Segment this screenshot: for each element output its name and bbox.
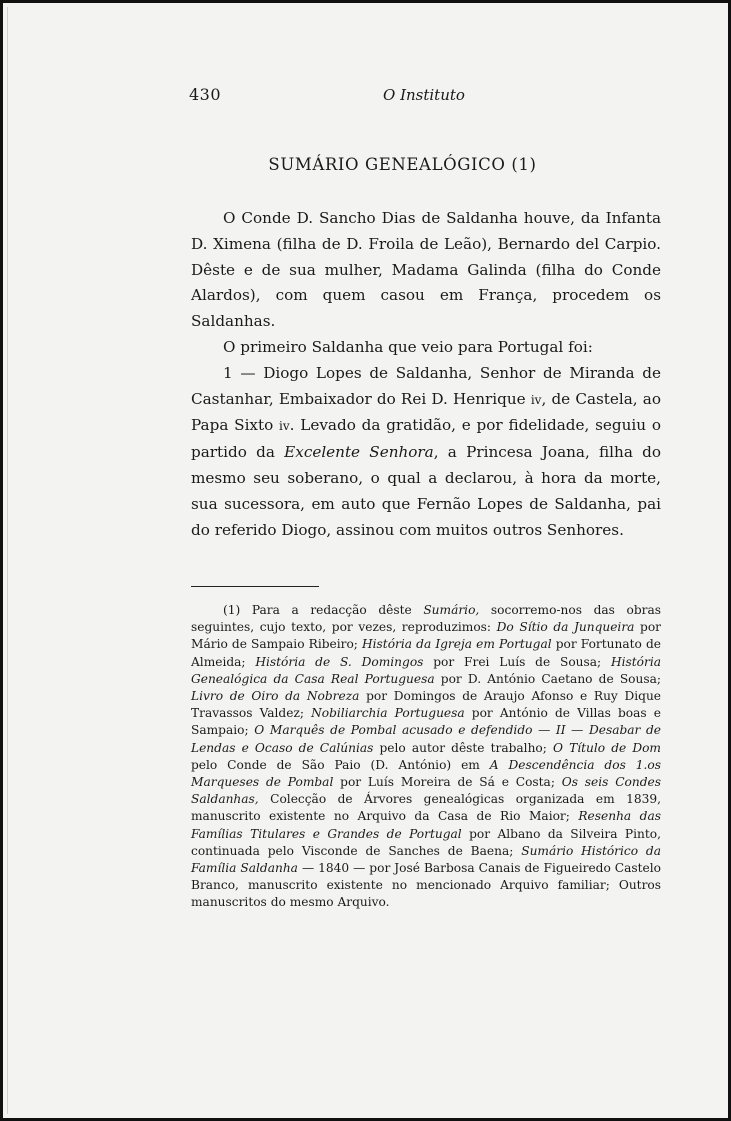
text-run: , de Castela, ao Papa Sixto bbox=[191, 389, 661, 435]
paragraph-first-saldanha: O primeiro Saldanha que veio para Portugal foi: bbox=[223, 337, 593, 356]
section-title bbox=[3, 155, 731, 174]
footnote bbox=[191, 602, 661, 912]
footnote-work-title: A Descendência dos 1.os Marqueses de Pombal bbox=[191, 757, 661, 790]
title-footnote-marker: (1) bbox=[511, 155, 537, 174]
footnote-text: Colecção de Árvores genealógicas organizada em 1839, manuscrito existente no Arquivo da Casa de Rio Maior; bbox=[191, 792, 661, 824]
footnote-text: socorremo-nos das obras seguintes, cujo texto, por vezes, reproduzimos: bbox=[191, 603, 661, 635]
page-number: 430 bbox=[189, 85, 222, 104]
section-title-text: SUMÁRIO GENEALÓGICO bbox=[268, 155, 506, 174]
text-run: , a Princesa Joana, filha do mesmo seu soberano, o qual a declarou, à hora da morte, sua sucessora, em auto que Fernão Lopes de Saldanha, pai do referido Diogo, assinou com muitos outros Senhores. bbox=[191, 443, 662, 539]
footnote-text: pelo Conde de São Paio (D. António) em bbox=[191, 757, 490, 772]
footnote-work-title: História de S. Domingos bbox=[255, 654, 424, 669]
footnote-text: — 1840 — por José Barbosa Canais de Figueiredo Castelo Branco, manuscrito existente no mencionado Arquivo familiar; Outros manuscritos do mesmo Arquivo. bbox=[191, 861, 661, 910]
footnote-work-title: Os seis Condes Saldanhas, bbox=[191, 775, 661, 807]
running-title: O Instituto bbox=[383, 86, 465, 104]
footnote-work-title: Sumário, bbox=[423, 603, 480, 617]
footnote-text: por Fortunato de Almeida; bbox=[191, 637, 661, 669]
text-run: 1 — Diogo Lopes de Saldanha, Senhor de Miranda de Castanhar, Embaixador do Rei D. Henrique bbox=[191, 363, 661, 408]
roman-numeral: iv bbox=[530, 392, 542, 407]
roman-numeral: iv bbox=[279, 419, 290, 434]
paragraph-origin: O Conde D. Sancho Dias de Saldanha houve, da Infanta D. Ximena (filha de D. Froila de Leão), Bernardo del Carpio. Dêste e de sua mulher, Madama Galinda (filha do Conde Alardos), com quem casou em França, procedem os Saldanhas. bbox=[191, 209, 661, 331]
footnote-separator bbox=[191, 586, 319, 587]
footnote-work-title: Resenha das Famílias Titulares e Grandes de Portugal bbox=[191, 809, 661, 841]
footnote-text: por D. António Caetano de Sousa; bbox=[434, 671, 661, 686]
footnote-text: por Albano da Silveira Pinto, continuada pelo Visconde de Sanches de Baena; bbox=[191, 826, 661, 858]
body-text bbox=[191, 206, 661, 543]
footnote-text: por Domingos de Araujo Afonso e Ruy Dique Travassos Valdez; bbox=[191, 689, 662, 721]
italic-run: Excelente Senhora bbox=[284, 443, 434, 462]
footnote-work-title: Do Sítio da Junqueira bbox=[496, 620, 635, 635]
footnote-text: por António de Villas boas e Sampaio; bbox=[191, 706, 661, 738]
footnote-text: pelo autor dêste trabalho; bbox=[373, 740, 553, 755]
footnote-work-title: O Título de Dom bbox=[552, 740, 661, 755]
text-run: . Levado da gratidão, e por fidelidade, seguiu o partido da bbox=[191, 416, 661, 462]
paragraph-diogo-lopes bbox=[191, 361, 661, 544]
footnote-work-title: História Genealógica da Casa Real Portuguesa bbox=[191, 654, 661, 686]
footnote-work-title: Nobiliarchia Portuguesa bbox=[311, 706, 465, 721]
footnote-text: por Mário de Sampaio Ribeiro; bbox=[191, 620, 662, 652]
footnote-paragraph bbox=[191, 602, 661, 912]
footnote-work-title: O Marquês de Pombal acusado e defendido — II — Desabar de Lendas e Ocaso de Calúnias bbox=[191, 723, 661, 755]
footnote-text: por Luís Moreira de Sá e Costa; bbox=[333, 775, 562, 790]
footnote-text: por Frei Luís de Sousa; bbox=[423, 654, 611, 669]
footnote-work-title: História da Igreja em Portugal bbox=[362, 637, 552, 652]
footnote-text: (1) Para a redacção dêste bbox=[223, 603, 424, 617]
footnote-work-title: Sumário Histórico da Família Saldanha bbox=[191, 843, 662, 876]
footnote-work-title: Livro de Oiro da Nobreza bbox=[191, 689, 360, 704]
